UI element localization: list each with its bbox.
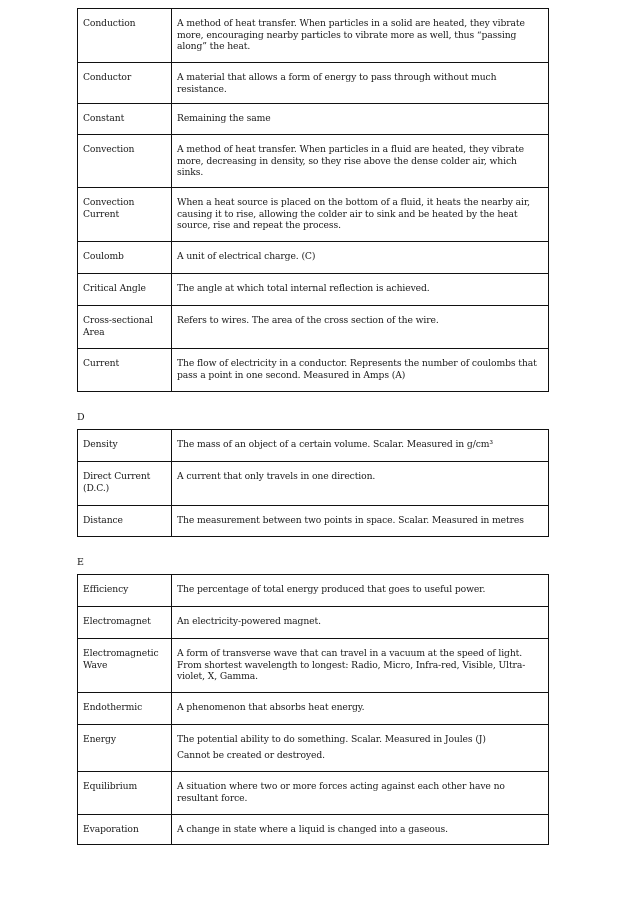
table-row xyxy=(78,461,549,505)
definition-text: A form of transverse wave that can travel in a vacuum at the speed of light. From shortest wavelength to longest: Radio, Micro, Infra-red, Visible, Ultra-violet, X, Gamma. xyxy=(177,647,526,683)
definition-cell xyxy=(172,187,549,241)
table-row xyxy=(78,771,549,814)
definition-cell xyxy=(172,814,549,844)
table-row xyxy=(78,606,549,638)
definition-text: A change in state where a liquid is changed into a gaseous. xyxy=(177,823,448,835)
glossary-table-d xyxy=(77,429,549,537)
term-cell: Distance xyxy=(78,505,172,536)
definition-text: Remaining the same xyxy=(177,113,271,125)
definition-cell xyxy=(172,348,549,391)
definition-text: The percentage of total energy produced that goes to useful power. xyxy=(177,583,486,595)
term-cell: Constant xyxy=(78,104,172,135)
definition-text: A current that only travels in one direction. xyxy=(177,470,376,482)
table-row xyxy=(78,9,549,63)
definition-text: A phenomenon that absorbs heat energy. xyxy=(177,701,365,713)
definition-text: The measurement between two points in space. Scalar. Measured in metres xyxy=(177,514,524,526)
table-row xyxy=(78,273,549,305)
definition-text: A method of heat transfer. When particles in a fluid are heated, they vibrate more, decreasing in density, so they rise above the dense colder air, which sinks. xyxy=(177,144,524,179)
definition-text: Cannot be created or destroyed. xyxy=(177,749,325,761)
term-cell: Equilibrium xyxy=(78,771,172,814)
definition-cell xyxy=(172,241,549,273)
table-row xyxy=(78,638,549,692)
definition-cell xyxy=(172,771,549,814)
definition-text: Refers to wires. The area of the cross section of the wire. xyxy=(177,314,439,326)
table-row xyxy=(78,724,549,771)
table-row xyxy=(78,348,549,391)
table-row xyxy=(78,305,549,348)
term-cell: Cross-sectional Area xyxy=(78,305,172,348)
term-cell: Electromagnetic Wave xyxy=(78,638,172,692)
definition-text: A method of heat transfer. When particles in a solid are heated, they vibrate more, encouraging nearby particles to vibrate more as well, thus “passing along” the heat. xyxy=(177,18,525,53)
table-row xyxy=(78,241,549,273)
term-cell: Coulomb xyxy=(78,241,172,273)
definition-text: The mass of an object of a certain volume. Scalar. Measured in g/cm³ xyxy=(177,438,493,450)
glossary-table-e xyxy=(77,574,549,845)
table-row xyxy=(78,63,549,104)
term-cell: Current xyxy=(78,348,172,391)
definition-cell xyxy=(172,638,549,692)
definition-text: A material that allows a form of energy to pass through without much resistance. xyxy=(177,72,497,95)
definition-cell xyxy=(172,606,549,638)
term-cell: Direct Current (D.C.) xyxy=(78,461,172,505)
definition-text: An electricity-powered magnet. xyxy=(177,615,321,627)
term-cell: Endothermic xyxy=(78,692,172,724)
definition-cell xyxy=(172,104,549,135)
definition-cell xyxy=(172,429,549,461)
table-row xyxy=(78,692,549,724)
term-cell: Convection Current xyxy=(78,187,172,241)
term-cell: Density xyxy=(78,429,172,461)
definition-cell xyxy=(172,461,549,505)
definition-cell xyxy=(172,135,549,188)
term-cell: Conduction xyxy=(78,9,172,63)
definition-text: The angle at which total internal reflection is achieved. xyxy=(177,282,430,294)
section-letter-d: D xyxy=(77,411,85,423)
definition-text: The potential ability to do something. Scalar. Measured in Joules (J) xyxy=(177,733,486,745)
glossary-page xyxy=(77,8,549,845)
definition-cell xyxy=(172,273,549,305)
table-row xyxy=(78,104,549,135)
definition-cell xyxy=(172,9,549,63)
definition-text: When a heat source is placed on the bottom of a fluid, it heats the nearby air, causing it to rise, allowing the colder air to sink and be heated by the heat source, rise and repeat the process. xyxy=(177,196,530,232)
table-row xyxy=(78,187,549,241)
definition-text: A situation where two or more forces acting against each other have no resultant force. xyxy=(177,780,505,804)
definition-text: The flow of electricity in a conductor. Represents the number of coulombs that pass a point in one second. Measured in Amps (A) xyxy=(177,357,537,381)
definition-text: A unit of electrical charge. (C) xyxy=(177,250,316,262)
table-row xyxy=(78,135,549,188)
definition-cell xyxy=(172,63,549,104)
definition-cell xyxy=(172,505,549,536)
definition-cell xyxy=(172,305,549,348)
table-row xyxy=(78,429,549,461)
glossary-table-c xyxy=(77,8,549,392)
definition-cell xyxy=(172,724,549,771)
table-row xyxy=(78,505,549,536)
term-cell: Energy xyxy=(78,724,172,771)
term-cell: Critical Angle xyxy=(78,273,172,305)
definition-cell xyxy=(172,574,549,606)
section-letter-e: E xyxy=(77,556,84,568)
term-cell: Convection xyxy=(78,135,172,188)
term-cell: Electromagnet xyxy=(78,606,172,638)
term-cell: Efficiency xyxy=(78,574,172,606)
term-cell: Conductor xyxy=(78,63,172,104)
term-cell: Evaporation xyxy=(78,814,172,844)
definition-cell xyxy=(172,692,549,724)
table-row xyxy=(78,574,549,606)
table-row xyxy=(78,814,549,844)
